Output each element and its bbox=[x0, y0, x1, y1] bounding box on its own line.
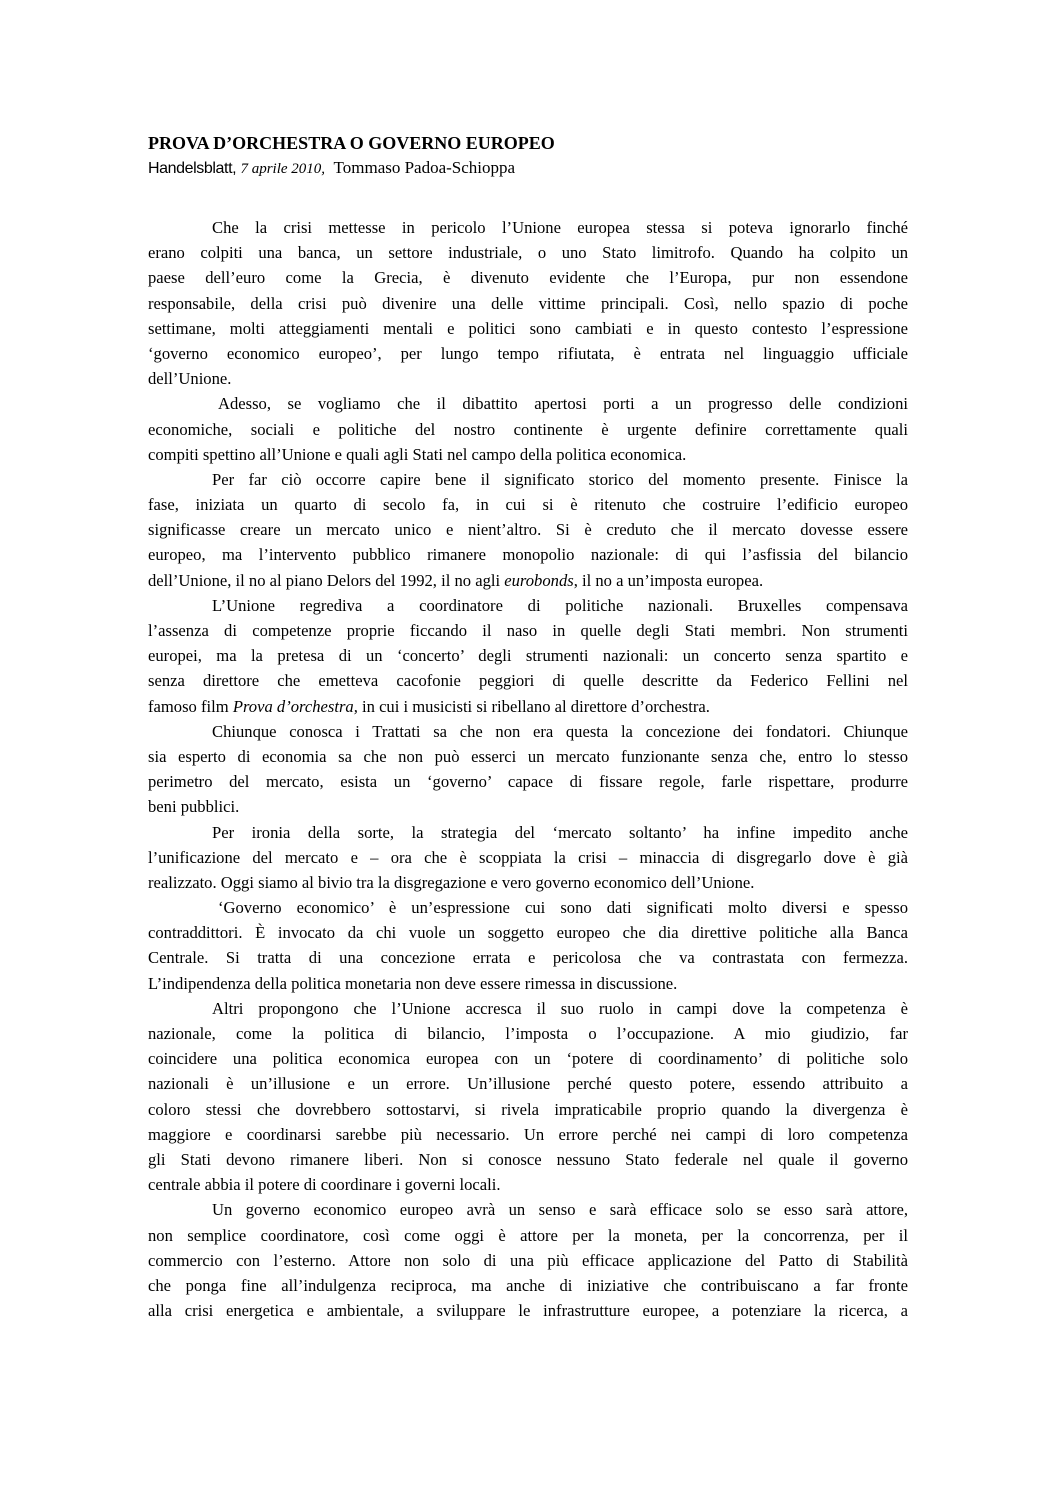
text-line: l’assenza di competenze proprie ficcando il naso in quelle degli Stati membri. Non strumenti bbox=[148, 621, 908, 640]
text-line: europeo, ma l’intervento pubblico rimanere monopolio nazionale: di qui l’asfissia del bilancio bbox=[148, 545, 908, 565]
text-line: ‘Governo economico’ è un’espressione cui sono dati significati molto diversi e spesso bbox=[218, 898, 908, 918]
text-line: gli Stati devono rimanere liberi. Non si conosce nessuno Stato federale nel quale il governo bbox=[148, 1149, 908, 1169]
text-line: compiti spettino all’Unione e quali agli Stati nel campo della politica economica. bbox=[148, 444, 687, 464]
text-line: coloro stessi che dovrebbero sottostarvi, si rivela impraticabile proprio quando la divergenza è bbox=[148, 1099, 908, 1119]
text-line bbox=[148, 694, 908, 719]
text-line: erano colpiti una banca, un settore industriale, o uno Stato limitrofo. Quando ha colpito un bbox=[148, 243, 908, 263]
text-line: europei, ma la pretesa di un ‘concerto’ degli strumenti nazionali: un concerto senza spartito e bbox=[148, 646, 908, 666]
text-line: nazionali è un’illusione e un errore. Un’illusione perché questo potere, essendo attribuito a bbox=[148, 1074, 908, 1094]
paragraph bbox=[148, 1197, 908, 1323]
text-line: realizzato. Oggi siamo al bivio tra la disgregazione e vero governo economico dell’Unione. bbox=[148, 872, 755, 892]
paragraph bbox=[148, 215, 908, 391]
text-line: fase, iniziata un quarto di secolo fa, in cui si è ritenuto che costruire l’edificio europeo bbox=[148, 495, 908, 515]
text-line: L’indipendenza della politica monetaria non deve essere rimessa in discussione. bbox=[148, 973, 678, 993]
publication-date: 7 aprile 2010, bbox=[240, 161, 326, 177]
text-line: centrale abbia il potere di coordinare i governi locali. bbox=[148, 1175, 501, 1195]
text-segment: , il no a un’imposta europea. bbox=[573, 570, 764, 590]
text-segment: in cui i musicisti si ribellano al direttore d’orchestra. bbox=[357, 696, 710, 716]
text-segment: dell’Unione, il no al piano Delors del 1992, il no agli bbox=[148, 570, 505, 590]
paragraph bbox=[148, 719, 908, 820]
text-line: Per far ciò occorre capire bene il significato storico del momento presente. Finisce la bbox=[212, 469, 908, 489]
text-line: contraddittori. È invocato da chi vuole un soggetto europeo che dia direttive politiche alla Banca bbox=[148, 923, 908, 943]
paragraph bbox=[148, 895, 908, 996]
author-name: Tommaso Padoa-Schioppa bbox=[333, 158, 516, 177]
paragraph bbox=[148, 996, 908, 1198]
paragraph bbox=[148, 467, 908, 593]
text-line: commercio con l’esterno. Attore non solo di una più efficace applicazione del Patto di Stabilità bbox=[148, 1250, 908, 1270]
text-line: paese dell’euro come la Grecia, è divenuto evidente che l’Europa, pur non essendone bbox=[148, 268, 908, 288]
text-segment: famoso film bbox=[148, 696, 233, 716]
text-line bbox=[148, 568, 908, 593]
text-line: economiche, sociali e politiche del nostro continente è urgente definire correttamente quali bbox=[148, 419, 908, 439]
text-line: Che la crisi mettesse in pericolo l’Unione europea stessa si poteva ignorarlo finché bbox=[212, 218, 908, 237]
text-line: Altri propongono che l’Unione accresca il suo ruolo in campi dove la competenza è bbox=[212, 998, 908, 1018]
article-body bbox=[148, 215, 908, 1323]
text-line: L’Unione regrediva a coordinatore di politiche nazionali. Bruxelles compensava bbox=[212, 595, 908, 615]
text-line: Chiunque conosca i Trattati sa che non era questa la concezione dei fondatori. Chiunque bbox=[212, 721, 908, 741]
text-line: perimetro del mercato, esista un ‘governo’ capace di fissare regole, farle rispettare, produrre bbox=[148, 772, 908, 792]
italic-text: Prova d’orchestra, bbox=[232, 696, 358, 716]
text-line: senza direttore che emetteva cacofonie peggiori di quelle descritte da Federico Fellini nel bbox=[148, 671, 908, 691]
article-title: PROVA D’ORCHESTRA O GOVERNO EUROPEO bbox=[148, 133, 555, 153]
text-line: alla crisi energetica e ambientale, a sviluppare le infrastrutture europee, a potenziare la ricerca, a bbox=[148, 1301, 908, 1321]
paragraph bbox=[148, 391, 908, 467]
document-page bbox=[148, 131, 908, 1323]
paragraph bbox=[148, 593, 908, 719]
text-line: nazionale, come la politica di bilancio, l’imposta o l’occupazione. A mio giudizio, far bbox=[148, 1024, 908, 1043]
text-line: beni pubblici. bbox=[148, 797, 240, 817]
text-line: dell’Unione. bbox=[148, 369, 232, 389]
text-line: Un governo economico europeo avrà un senso e sarà efficace solo se esso sarà attore, bbox=[212, 1200, 908, 1220]
text-line: significasse creare un mercato unico e nient’altro. Si è creduto che il mercato dovesse essere bbox=[148, 520, 908, 540]
text-line: settimane, molti atteggiamenti mentali e politici sono cambiati e in questo contesto l’espressione bbox=[148, 318, 908, 338]
text-line: Per ironia della sorte, la strategia del ‘mercato soltanto’ ha infine impedito anche bbox=[212, 822, 908, 842]
text-line: che ponga fine all’indulgenza reciproca, ma anche di iniziative che contribuiscano a far fronte bbox=[148, 1275, 908, 1295]
source-name: Handelsblatt, bbox=[148, 160, 237, 177]
text-line: ‘governo economico europeo’, per lungo tempo rifiutata, è entrata nel linguaggio ufficiale bbox=[148, 343, 908, 363]
byline bbox=[148, 155, 908, 183]
italic-text: eurobonds bbox=[504, 570, 574, 590]
text-line: coincidere una politica economica europea con un ‘potere di coordinamento’ di politiche solo bbox=[148, 1049, 908, 1069]
text-line: Adesso, se vogliamo che il dibattito apertosi porti a un progresso delle condizioni bbox=[218, 394, 908, 414]
text-line: sia esperto di economia sa che non può esserci un mercato funzionante senza che, entro lo stesso bbox=[148, 746, 908, 766]
text-line: maggiore e coordinarsi sarebbe più necessario. Un errore perché nei campi di loro competenza bbox=[148, 1124, 908, 1144]
text-line: responsabile, della crisi può divenire una delle vittime principali. Così, nello spazio di poche bbox=[148, 293, 908, 313]
text-line: l’unificazione del mercato e – ora che è scoppiata la crisi – minaccia di disgregarlo dove è già bbox=[148, 847, 908, 867]
text-line: Centrale. Si tratta di una concezione errata e pericolosa che va contrastata con fermezza. bbox=[148, 948, 908, 968]
text-line: non semplice coordinatore, così come oggi è attore per la moneta, per la concorrenza, per il bbox=[148, 1225, 908, 1245]
paragraph bbox=[148, 820, 908, 896]
